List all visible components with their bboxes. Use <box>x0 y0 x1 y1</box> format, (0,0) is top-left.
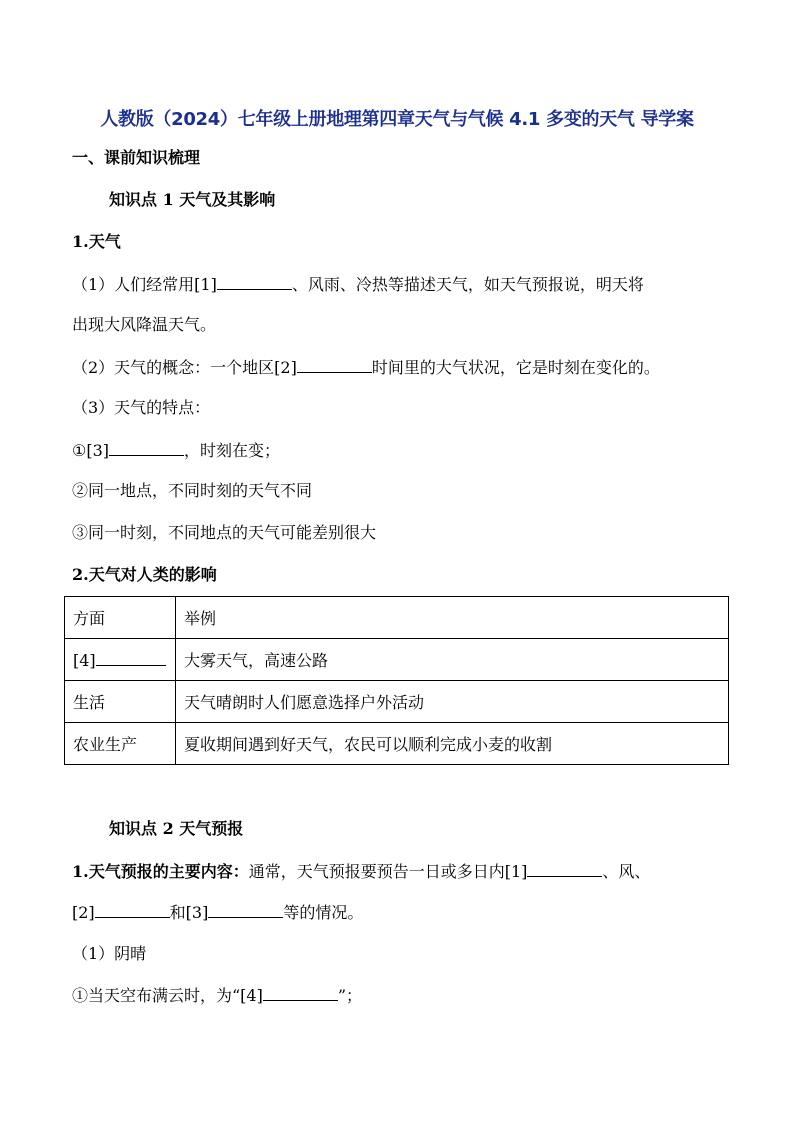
section-heading: 一、课前知识梳理 <box>72 148 201 167</box>
table-cell-label: [4] <box>73 651 96 670</box>
blank-5[interactable] <box>527 860 602 877</box>
table-header-cell: 方面 <box>65 597 176 639</box>
feature-1-text-a: ①[3] <box>72 441 110 460</box>
paragraph-2-text-a: （2）天气的概念：一个地区[2] <box>72 358 297 377</box>
table-row <box>65 681 729 723</box>
forecast-text-a: 通常，天气预报要预告一日或多日内[1] <box>248 862 528 881</box>
table-cell-aspect <box>65 639 176 681</box>
blank-7[interactable] <box>208 901 283 918</box>
impact-table <box>64 596 729 765</box>
forecast-text-b: 、风、 <box>602 862 651 881</box>
table-header-row <box>65 597 729 639</box>
feature-1-text-b: ，时刻在变； <box>184 441 281 460</box>
blank-4[interactable] <box>96 649 166 666</box>
table-cell-example: 夏收期间遇到好天气，农民可以顺利完成小麦的收割 <box>176 723 729 765</box>
impact-heading: 2.天气对人类的影响 <box>72 565 217 584</box>
knowledge-point-2-heading: 知识点 2 天气预报 <box>109 819 244 838</box>
forecast-line-2 <box>72 901 363 924</box>
forecast-heading: 1.天气预报的主要内容： <box>72 862 249 881</box>
knowledge-point-1-heading: 知识点 1 天气及其影响 <box>109 190 276 209</box>
table-row <box>65 723 729 765</box>
weather-heading: 1.天气 <box>72 232 121 251</box>
forecast-text-e: 等的情况。 <box>283 903 364 922</box>
cloudiness-text-b: ”； <box>337 986 363 1005</box>
paragraph-1-text-a: （1）人们经常用[1] <box>72 275 217 294</box>
table-cell-example: 大雾天气，高速公路 <box>176 639 729 681</box>
blank-8[interactable] <box>263 984 338 1001</box>
table-header-cell: 举例 <box>176 597 729 639</box>
table-cell-aspect: 农业生产 <box>65 723 176 765</box>
paragraph-2-text-b: 时间里的大气状况，它是时刻在变化的。 <box>371 358 660 377</box>
cloudiness-item-1 <box>72 984 362 1007</box>
table-cell-aspect: 生活 <box>65 681 176 723</box>
forecast-text-c: [2] <box>72 903 95 922</box>
feature-3: ③同一时刻，不同地点的天气可能差别很大 <box>72 523 377 542</box>
forecast-line-1 <box>72 860 650 883</box>
feature-2: ②同一地点，不同时刻的天气不同 <box>72 481 313 500</box>
blank-1[interactable] <box>217 273 292 290</box>
cloudiness-heading: （1）阴晴 <box>72 944 147 963</box>
table-cell-example: 天气晴朗时人们愿意选择户外活动 <box>176 681 729 723</box>
paragraph-1-text-b: 、风雨、冷热等描述天气，如天气预报说，明天将 <box>291 275 644 294</box>
paragraph-1-line-2: 出现大风降温天气。 <box>72 315 217 334</box>
forecast-text-d: 和[3] <box>169 903 209 922</box>
paragraph-3: （3）天气的特点： <box>72 398 211 417</box>
table-row <box>65 639 729 681</box>
feature-1 <box>72 439 280 462</box>
paragraph-1-line-1 <box>72 273 644 296</box>
cloudiness-text-a: ①当天空布满云时，为“[4] <box>72 986 263 1005</box>
paragraph-2 <box>72 356 660 379</box>
blank-6[interactable] <box>95 901 170 918</box>
document-title: 人教版（2024）七年级上册地理第四章天气与气候 4.1 多变的天气 导学案 <box>100 109 694 130</box>
blank-2[interactable] <box>297 356 372 373</box>
blank-3[interactable] <box>109 439 184 456</box>
